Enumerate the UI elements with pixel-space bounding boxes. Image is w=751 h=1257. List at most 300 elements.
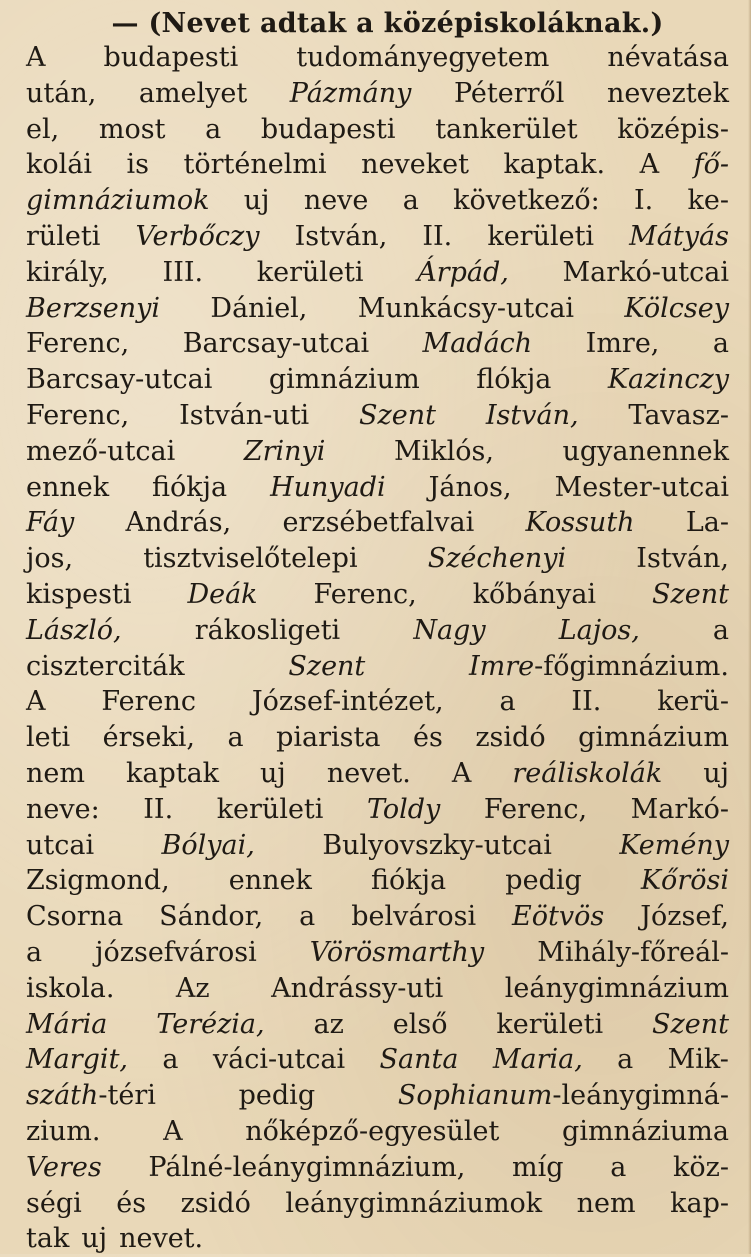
article-line [26, 756, 729, 792]
word [26, 183, 209, 219]
word [686, 505, 729, 541]
word [304, 183, 369, 219]
italic-name: Madách [422, 328, 533, 360]
word [26, 255, 109, 291]
word [187, 577, 257, 613]
word [101, 684, 196, 720]
word-text: iskola. [26, 972, 115, 1004]
italic-name: Szent [652, 1008, 729, 1040]
word [526, 505, 635, 541]
word-text: névatása [607, 42, 729, 73]
word [116, 1186, 146, 1222]
word-text: A [163, 1115, 183, 1147]
word-text: II. [571, 686, 602, 718]
word [26, 1078, 156, 1114]
article-line [26, 541, 729, 577]
article-line [26, 828, 729, 864]
word [512, 1150, 564, 1186]
word-text: Ferenc, [26, 328, 130, 360]
word [260, 756, 286, 792]
word [26, 577, 131, 613]
word-text: -téri [98, 1080, 156, 1112]
word-text: a [162, 1044, 179, 1076]
word-text: Tavasz- [628, 399, 729, 431]
word [617, 112, 729, 148]
word [26, 863, 170, 899]
word [503, 147, 605, 183]
word-text: neveket [361, 149, 469, 181]
word [505, 863, 581, 899]
word-text: zium. [26, 1115, 101, 1147]
article-line [26, 219, 729, 255]
italic-name: Mátyás [629, 220, 729, 252]
word-text: az [313, 1008, 344, 1040]
word-text: a [712, 328, 729, 360]
word-text: amelyet [138, 77, 248, 109]
word [290, 76, 412, 112]
word-text: budapesti [103, 42, 239, 73]
word [619, 828, 729, 864]
word-text: Munkácsy-utcai [357, 292, 575, 324]
word [95, 935, 257, 971]
word-text: rületi [26, 220, 101, 252]
word-text: ciszterciták [26, 650, 185, 682]
word [163, 255, 204, 291]
word-text: La- [685, 507, 729, 539]
word [270, 470, 386, 506]
word [26, 1114, 100, 1150]
word-text: tak [26, 1223, 70, 1255]
word [367, 792, 440, 828]
word [26, 541, 73, 577]
word-text: István, [636, 543, 729, 575]
word-text: Imre, [585, 328, 660, 360]
word-text: első [392, 1008, 448, 1040]
word-text: zsidó [180, 1187, 251, 1219]
word-text: -leánygimná- [552, 1080, 729, 1112]
word [640, 147, 660, 183]
italic-name: Hunyadi [270, 471, 386, 503]
article-line [26, 1114, 729, 1150]
word [484, 792, 587, 828]
word-text: pedig [238, 1080, 316, 1112]
word [652, 1007, 729, 1043]
word [26, 792, 100, 828]
word-text: neve: [26, 793, 100, 825]
word-text: Miklós, [393, 435, 494, 467]
word [652, 577, 729, 613]
word-text: a [299, 901, 316, 933]
word [26, 434, 175, 470]
word-text: középis- [617, 113, 729, 145]
word [229, 863, 312, 899]
word [617, 1042, 633, 1078]
word [159, 899, 263, 935]
word [487, 219, 594, 255]
word [162, 1042, 178, 1078]
word-text: Dániel, [210, 292, 308, 324]
word [276, 720, 380, 756]
italic-name: Kossuth [525, 507, 635, 539]
word-text: Ferenc, [26, 399, 130, 431]
word [26, 1150, 102, 1186]
word-text: pedig [505, 865, 582, 897]
word-text: a [227, 722, 244, 754]
word [496, 1007, 603, 1043]
word [252, 684, 444, 720]
word [537, 935, 729, 971]
word-text: Andrássy-uti [271, 972, 444, 1004]
word-text: a [617, 1044, 634, 1076]
italic-name: Szent [652, 578, 729, 610]
word-text: kaptak. [503, 149, 606, 181]
word [26, 40, 46, 76]
word [608, 362, 729, 398]
article-line [26, 649, 729, 685]
italic-name: Kazinczy [607, 364, 729, 396]
word-text: leti [26, 722, 71, 754]
italic-name: Zrinyi [243, 435, 326, 467]
word-text: ennek [26, 471, 110, 503]
word [394, 434, 494, 470]
italic-name: reáliskolák [512, 757, 663, 789]
word-text: István, [294, 220, 388, 252]
italic-name: Lajos, [558, 614, 640, 646]
word [322, 828, 552, 864]
word-text: kaptak [125, 757, 220, 789]
word-text: után, [26, 77, 97, 109]
word-text: nőképző-egyesület [245, 1115, 500, 1147]
word [26, 76, 96, 112]
word [257, 255, 364, 291]
word-text: Markó-utcai [562, 256, 729, 288]
word-text: kőbányai [472, 578, 597, 610]
word [26, 291, 160, 327]
word [351, 899, 476, 935]
word-text: kerületi [496, 1008, 604, 1040]
word-text: nem [576, 1187, 636, 1219]
word [393, 1007, 448, 1043]
article-line [26, 1007, 729, 1043]
word [429, 470, 512, 506]
article-line [26, 326, 729, 362]
word-text: Mester-utcai [554, 471, 729, 503]
word [26, 1007, 107, 1043]
word-text: János, [428, 471, 512, 503]
word-text: kerületi [216, 793, 324, 825]
word [435, 112, 577, 148]
word-text: nem [26, 757, 85, 789]
word [245, 1114, 499, 1150]
article-line [26, 147, 729, 183]
word [26, 1186, 82, 1222]
word-text: -főgimnázium. [534, 650, 729, 682]
word [162, 828, 255, 864]
word-text: Pálné-leánygimnázium, [148, 1151, 466, 1183]
word [26, 1042, 128, 1078]
italic-name: fő- [693, 149, 729, 181]
word-text: III. [162, 256, 204, 288]
word-text: fiókja [371, 865, 447, 897]
word [668, 1042, 729, 1078]
word-text: II. [422, 220, 453, 252]
word [453, 183, 600, 219]
word [634, 183, 653, 219]
word [26, 684, 46, 720]
word-text: A [26, 42, 46, 73]
word-text: a [610, 1151, 627, 1183]
word-text: el, [26, 113, 60, 145]
word [26, 720, 70, 756]
word [179, 398, 309, 434]
word [657, 684, 729, 720]
word-text: A [639, 149, 660, 181]
italic-name: Nagy [413, 614, 486, 646]
word-text: Barcsay-utcai [26, 364, 213, 396]
word-text: a [499, 686, 516, 718]
word [428, 541, 566, 577]
word-text: tankerület [435, 113, 578, 145]
word [26, 505, 74, 541]
word [640, 899, 729, 935]
word [227, 720, 243, 756]
article-line [26, 792, 729, 828]
article-line [26, 40, 729, 76]
word [295, 219, 388, 255]
word-text: uj [260, 757, 286, 789]
word [473, 577, 596, 613]
word-text: zsidó [475, 722, 546, 754]
word [607, 40, 729, 76]
word [413, 720, 443, 756]
word [577, 1186, 636, 1222]
word [210, 291, 307, 327]
article-line [26, 470, 729, 506]
word [269, 362, 420, 398]
article-line [26, 505, 729, 541]
word-text: István-uti [179, 399, 310, 431]
word [26, 899, 123, 935]
word [156, 1007, 264, 1043]
word-text: kispesti [26, 578, 132, 610]
article-line [26, 577, 729, 613]
word [104, 40, 239, 76]
word [299, 899, 315, 935]
word-text: budapesti [260, 113, 396, 145]
word [205, 112, 221, 148]
word [713, 326, 729, 362]
word-text: I. [634, 185, 654, 217]
word [403, 183, 419, 219]
word [139, 76, 247, 112]
italic-name: Kőrösi [640, 865, 729, 897]
article-line [26, 1078, 729, 1114]
word [183, 326, 369, 362]
word [380, 1042, 459, 1078]
word [26, 362, 212, 398]
article-line [26, 398, 729, 434]
article-line [26, 183, 729, 219]
word-text: Mihály-főreál- [537, 936, 729, 968]
word [26, 470, 109, 506]
word [310, 935, 484, 971]
word-text: gimnázium [268, 364, 420, 396]
word [143, 541, 357, 577]
word [422, 219, 452, 255]
article-line [26, 362, 729, 398]
italic-name: Berzsenyi [26, 292, 161, 324]
word-text: következő: [453, 185, 600, 217]
word [26, 828, 94, 864]
article-line [26, 1042, 729, 1078]
word [562, 434, 729, 470]
word [163, 1114, 183, 1150]
italic-name: Árpád, [417, 256, 509, 288]
word [244, 434, 326, 470]
word-text: Ferenc [101, 686, 196, 718]
italic-name: Pázmány [289, 77, 412, 109]
word [413, 613, 485, 649]
word [563, 255, 729, 291]
word [26, 649, 185, 685]
word-text: flókja [476, 364, 552, 396]
word-text: a [712, 614, 729, 646]
italic-name: Toldy [366, 793, 441, 825]
article-line [26, 76, 729, 112]
word-text: Barcsay-utcai [182, 328, 370, 360]
word [148, 1150, 465, 1186]
word-text: nevet. [119, 1223, 204, 1255]
italic-name: Margit, [26, 1044, 129, 1076]
article-line [26, 1186, 729, 1222]
word [703, 756, 729, 792]
word [607, 76, 729, 112]
word-text: A [451, 757, 472, 789]
italic-name: Bólyai, [161, 829, 255, 861]
word [26, 112, 59, 148]
word-text: Péterről [453, 77, 565, 109]
word [282, 505, 474, 541]
word [624, 291, 729, 327]
word [670, 1186, 729, 1222]
word-text: Ferenc, [483, 793, 588, 825]
italic-name: Eötvös [512, 901, 605, 933]
word-text: Bulyovszky-utcai [322, 829, 552, 861]
word [505, 971, 729, 1007]
headline: — (Nevet adtak a középiskoláknak.) [111, 8, 664, 39]
word [555, 470, 729, 506]
word [99, 112, 166, 148]
word [688, 183, 729, 219]
word [512, 899, 604, 935]
word-text: uj [703, 757, 729, 789]
article-line [26, 255, 729, 291]
word-text: kerü- [657, 686, 729, 718]
word [359, 398, 436, 434]
word-text: mező-utcai [26, 435, 176, 467]
word [361, 147, 469, 183]
word [499, 684, 515, 720]
word-text: Zsigmond, [26, 865, 170, 897]
article-body [26, 40, 729, 1257]
word [694, 147, 729, 183]
word-text: kerületi [256, 256, 364, 288]
word-text: a [26, 936, 43, 968]
word [103, 720, 195, 756]
word-text: utcai [26, 829, 95, 861]
word [26, 147, 92, 183]
word-text: József, [640, 901, 729, 933]
word-text: a [205, 113, 222, 145]
word-text: a [402, 185, 419, 217]
word-text: erzsébetfalvai [282, 507, 475, 539]
article-line [26, 684, 729, 720]
word-text: uj [81, 1223, 108, 1255]
word-text: míg [512, 1151, 564, 1183]
word-text: Mik- [667, 1044, 729, 1076]
word [184, 147, 327, 183]
word-text: uj [243, 185, 270, 217]
word-text: gimnázium [578, 722, 729, 754]
italic-name: Deák [187, 578, 258, 610]
word-text: kolái [26, 149, 92, 181]
word-text: Az [175, 972, 210, 1004]
word [636, 541, 729, 577]
word [358, 291, 574, 327]
word-text: jos, [26, 543, 74, 575]
word [195, 613, 341, 649]
word-text: kerületi [487, 220, 595, 252]
italic-name: Széchenyi [427, 543, 567, 575]
word [469, 649, 729, 685]
word [641, 863, 729, 899]
word [673, 1150, 729, 1186]
article-line [26, 613, 729, 649]
word-text: leánygimnázium [504, 972, 729, 1004]
word-text: is [126, 149, 149, 181]
word-text: most [98, 113, 166, 145]
word [371, 863, 446, 899]
word-text: gimnáziuma [562, 1115, 729, 1147]
word-text: ségi [26, 1187, 82, 1219]
word [181, 1186, 251, 1222]
word [217, 792, 324, 828]
word [26, 756, 85, 792]
word [261, 112, 396, 148]
word-text: Csorna [26, 901, 124, 933]
word [143, 792, 173, 828]
word-text: nevet. [326, 757, 411, 789]
word-text: neve [303, 185, 369, 217]
word-text: köz- [673, 1151, 729, 1183]
word [454, 76, 564, 112]
italic-name: Mária [26, 1008, 108, 1040]
italic-name: száth [26, 1080, 99, 1112]
word-text: piarista [276, 722, 381, 754]
word [559, 613, 640, 649]
article-line [26, 935, 729, 971]
word-text: kap- [670, 1187, 729, 1219]
word [26, 935, 42, 971]
word [512, 756, 662, 792]
word [213, 1042, 345, 1078]
word-text: II. [143, 793, 174, 825]
word [314, 577, 417, 613]
article-line [26, 863, 729, 899]
word [452, 756, 472, 792]
italic-name: Szent [288, 650, 366, 682]
word [81, 1221, 107, 1257]
